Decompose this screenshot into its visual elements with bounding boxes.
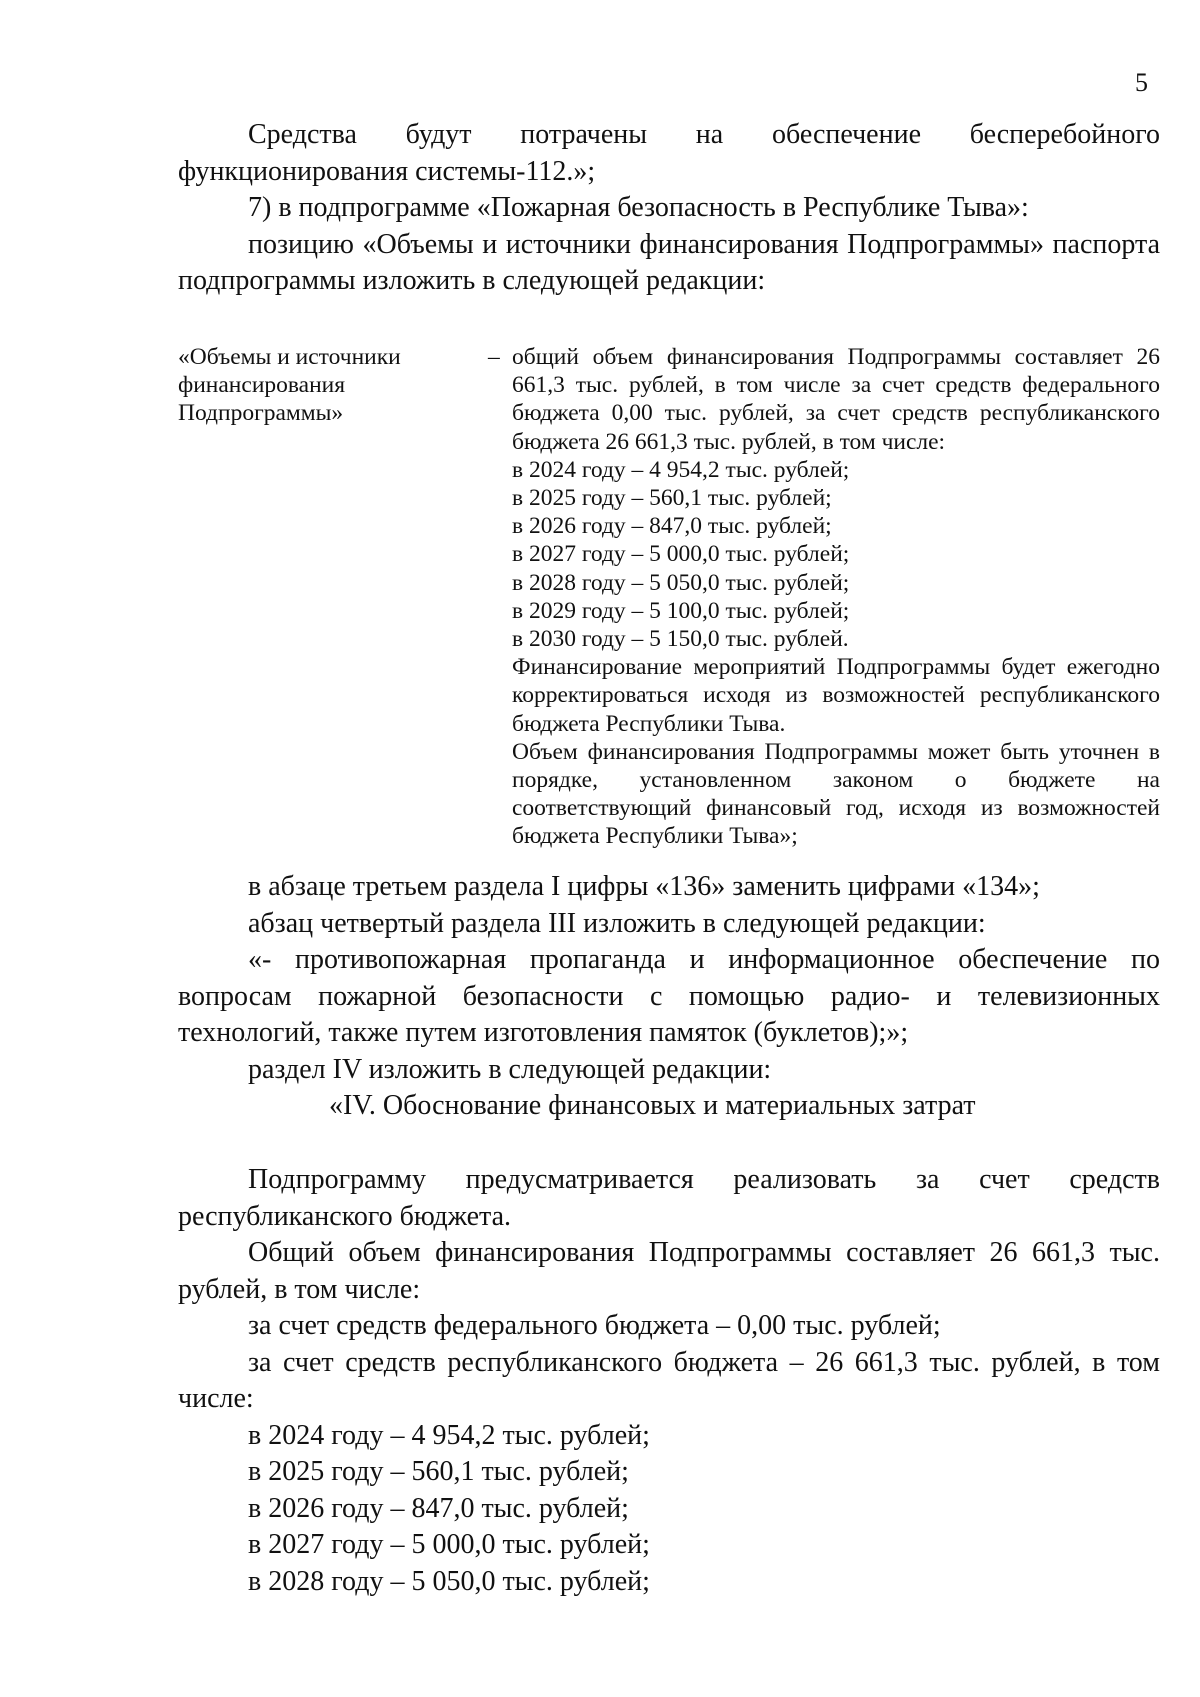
intro-section xyxy=(178,117,1160,300)
amendment-paragraph-2: абзац четвертый раздела III изложить в следующей редакции: xyxy=(248,907,986,939)
section-heading: «IV. Обоснование финансовых и материальных затрат xyxy=(329,1090,976,1121)
passport-summary: общий объем финансирования Подпрограммы составляет 26 661,3 тыс. рублей, в том числе за счет средств федерального бюджета 0,00 тыс. рублей, за счет средств республиканского бюджета 26 661,3 тыс. рублей, в том числе: xyxy=(512,344,1160,455)
intro-paragraph-2: 7) в подпрограмме «Пожарная безопасность в Республике Тыва»: xyxy=(248,192,1029,223)
amendment-paragraph-4: раздел IV изложить в следующей редакции: xyxy=(248,1053,772,1085)
passport-content xyxy=(512,343,1160,851)
passport-year-2025: в 2025 году – 560,1 тыс. рублей; xyxy=(512,485,832,512)
section4-year-2024: в 2024 году – 4 954,2 тыс. рублей; xyxy=(248,1419,650,1451)
section4-year-2025: в 2025 году – 560,1 тыс. рублей; xyxy=(248,1456,629,1487)
passport-label: «Объемы и источники финансирования Подпрограммы» xyxy=(178,344,401,427)
section4-year-2027: в 2027 году – 5 000,0 тыс. рублей; xyxy=(248,1529,650,1560)
passport-year-2030: в 2030 году – 5 150,0 тыс. рублей. xyxy=(512,626,849,653)
section-4-body xyxy=(178,1162,1160,1600)
passport-year-2027: в 2027 году – 5 000,0 тыс. рублей; xyxy=(512,541,850,568)
passport-year-2024: в 2024 году – 4 954,2 тыс. рублей; xyxy=(512,456,850,483)
passport-note-2: Объем финансирования Подпрограммы может быть уточнен в порядке, установленном законом о бюджете на соответствующий финансовый год, исходя из возможностей бюджета Республики Тыва»; xyxy=(512,738,1160,850)
section4-paragraph-4: за счет средств республиканского бюджета – 26 661,3 тыс. рублей, в том числе: xyxy=(178,1346,1160,1414)
passport-dash: – xyxy=(488,344,500,370)
page-number: 5 xyxy=(1135,68,1148,97)
passport-year-2028: в 2028 году – 5 050,0 тыс. рублей; xyxy=(512,569,850,596)
section4-year-2026: в 2026 году – 847,0 тыс. рублей; xyxy=(248,1492,629,1524)
amendment-paragraph-3: «- противопожарная пропаганда и информационное обеспечение по вопросам пожарной безопасности с помощью радио- и телевизионных технологий, также путем изготовления памяток (буклетов);»; xyxy=(178,944,1160,1048)
amendment-paragraph-1: в абзаце третьем раздела I цифры «136» заменить цифрами «134»; xyxy=(248,871,1040,902)
amendments-section xyxy=(178,869,1160,1125)
section4-year-2028: в 2028 году – 5 050,0 тыс. рублей; xyxy=(248,1565,650,1597)
intro-paragraph-1: Средства будут потрачены на обеспечение бесперебойного функционирования системы-112.»; xyxy=(178,119,1160,187)
section4-paragraph-2: Общий объем финансирования Подпрограммы составляет 26 661,3 тыс. рублей, в том числе: xyxy=(178,1237,1160,1305)
intro-paragraph-3: позицию «Объемы и источники финансирования Подпрограммы» паспорта подпрограммы изложить в следующей редакции: xyxy=(178,228,1160,296)
passport-note-1: Финансирование мероприятий Подпрограммы будет ежегодно корректироваться исходя из возможностей республиканского бюджета Республики Тыва. xyxy=(512,654,1160,737)
passport-year-2029: в 2029 году – 5 100,0 тыс. рублей; xyxy=(512,597,850,624)
section4-paragraph-1: Подпрограмму предусматривается реализовать за счет средств республиканского бюджета. xyxy=(178,1164,1160,1232)
section4-paragraph-3: за счет средств федерального бюджета – 0,00 тыс. рублей; xyxy=(248,1310,941,1341)
passport-year-2026: в 2026 году – 847,0 тыс. рублей; xyxy=(512,513,832,540)
